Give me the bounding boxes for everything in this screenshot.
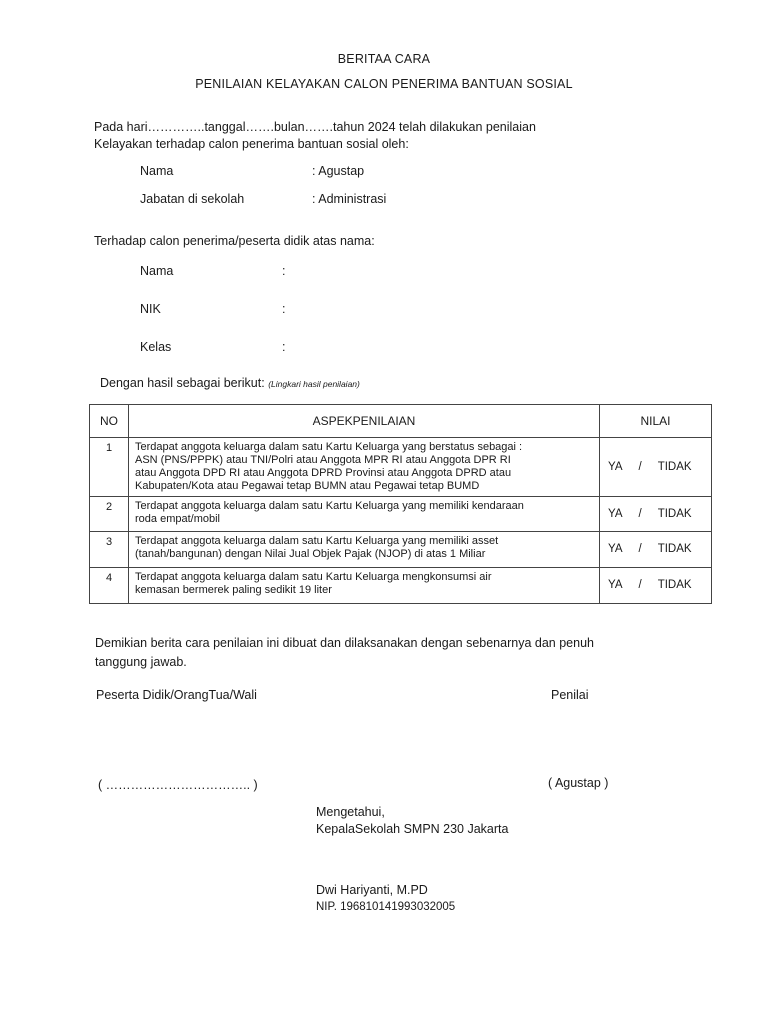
- row-number: 2: [90, 497, 129, 532]
- assessor-position-label: Jabatan di sekolah: [140, 192, 245, 206]
- result-note-text: Dengan hasil sebagai berikut:: [100, 376, 265, 390]
- assessor-name-label: Nama: [140, 164, 174, 178]
- header-aspect: ASPEKPENILAIAN: [129, 405, 600, 438]
- aspect-line: Terdapat anggota keluarga dalam satu Kartu Keluarga yang memiliki kendaraan: [135, 500, 524, 512]
- aspect-line: ASN (PNS/PPPK) atau TNI/Polri atau Anggota MPR RI atau Anggota DPR RI: [135, 454, 511, 466]
- option-ya[interactable]: YA: [608, 507, 623, 520]
- document-title: BERITAA CARA: [337, 52, 431, 66]
- option-tidak[interactable]: TIDAK: [657, 460, 692, 473]
- aspect-line: Terdapat anggota keluarga dalam satu Kartu Keluarga yang berstatus sebagai :: [135, 441, 523, 453]
- row-score: [600, 497, 712, 532]
- intro-paragraph: [94, 119, 536, 153]
- option-separator: /: [638, 543, 642, 555]
- aspect-line: (tanah/bangunan) dengan Nilai Jual Objek Pajak (NJOP) di atas 1 Miliar: [135, 548, 486, 560]
- row-aspect: [129, 497, 600, 532]
- intro-line-1: Pada hari…………..tanggal…….bulan…….tahun 2024 telah dilakukan penilaian: [94, 120, 536, 134]
- aspect-line: kemasan bermerek paling sedikit 19 liter: [135, 584, 332, 596]
- signature-left-label: Peserta Didik/OrangTua/Wali: [96, 688, 257, 702]
- result-note: [100, 376, 360, 390]
- row-aspect: [129, 568, 600, 604]
- header-no: NO: [90, 405, 129, 438]
- aspect-line: atau Anggota DPD RI atau Anggota DPRD Provinsi atau Anggota DPRD atau: [135, 467, 512, 479]
- table-row: [90, 532, 712, 568]
- option-ya[interactable]: YA: [608, 543, 623, 555]
- assessment-table: [89, 404, 712, 604]
- row-score: [600, 438, 712, 497]
- row-aspect: [129, 438, 600, 497]
- row-number: 1: [90, 438, 129, 497]
- table-row: [90, 438, 712, 497]
- closing-line-2: tanggung jawab.: [95, 655, 187, 669]
- row-aspect: [129, 532, 600, 568]
- row-number: 4: [90, 568, 129, 604]
- student-kelas-label: Kelas: [140, 340, 172, 354]
- principal-name: Dwi Hariyanti, M.PD: [316, 883, 428, 897]
- closing-line-1: Demikian berita cara penilaian ini dibuat dan dilaksanakan dengan sebenarnya dan penuh: [95, 636, 594, 650]
- aspect-line: roda empat/mobil: [135, 513, 220, 525]
- principal-title: KepalaSekolah SMPN 230 Jakarta: [316, 822, 509, 836]
- document-subtitle: PENILAIAN KELAYAKAN CALON PENERIMA BANTUAN SOSIAL: [195, 77, 573, 91]
- option-separator: /: [638, 460, 642, 473]
- aspect-line: Terdapat anggota keluarga dalam satu Kartu Keluarga mengkonsumsi air: [135, 571, 492, 583]
- signature-right-name: ( Agustap ): [548, 776, 609, 790]
- row-score: [600, 532, 712, 568]
- student-kelas-colon: :: [282, 340, 286, 354]
- assessor-position-value: : Administrasi: [312, 192, 387, 206]
- option-ya[interactable]: YA: [608, 460, 623, 473]
- intro-line-2: Kelayakan terhadap calon penerima bantuan sosial oleh:: [94, 137, 409, 151]
- option-tidak[interactable]: TIDAK: [657, 543, 692, 555]
- signature-right-label: Penilai: [551, 688, 589, 702]
- option-tidak[interactable]: TIDAK: [657, 579, 692, 591]
- student-nik-colon: :: [282, 302, 286, 316]
- result-note-hint: (Lingkari hasil penilaian): [268, 379, 360, 389]
- student-name-colon: :: [282, 264, 286, 278]
- principal-nip: NIP. 196810141993032005: [316, 901, 456, 913]
- option-ya[interactable]: YA: [608, 579, 623, 591]
- student-name-label: Nama: [140, 264, 174, 278]
- aspect-line: Kabupaten/Kota atau Pegawai tetap BUMN atau Pegawai tetap BUMD: [135, 480, 480, 492]
- header-score: NILAI: [600, 405, 712, 438]
- table-row: [90, 497, 712, 532]
- row-number: 3: [90, 532, 129, 568]
- closing-paragraph: [95, 634, 594, 672]
- signature-left-blank: ( …………………………….. ): [98, 778, 258, 792]
- student-intro: Terhadap calon penerima/peserta didik atas nama:: [94, 234, 375, 248]
- assessor-name-value: : Agustap: [312, 164, 365, 178]
- aspect-line: Terdapat anggota keluarga dalam satu Kartu Keluarga yang memiliki asset: [135, 535, 499, 547]
- table-row: [90, 568, 712, 604]
- option-separator: /: [638, 579, 642, 591]
- acknowledged-label: Mengetahui,: [316, 805, 385, 819]
- table-header-row: [90, 405, 712, 438]
- row-score: [600, 568, 712, 604]
- option-separator: /: [638, 507, 642, 520]
- option-tidak[interactable]: TIDAK: [657, 507, 692, 520]
- student-nik-label: NIK: [140, 302, 161, 316]
